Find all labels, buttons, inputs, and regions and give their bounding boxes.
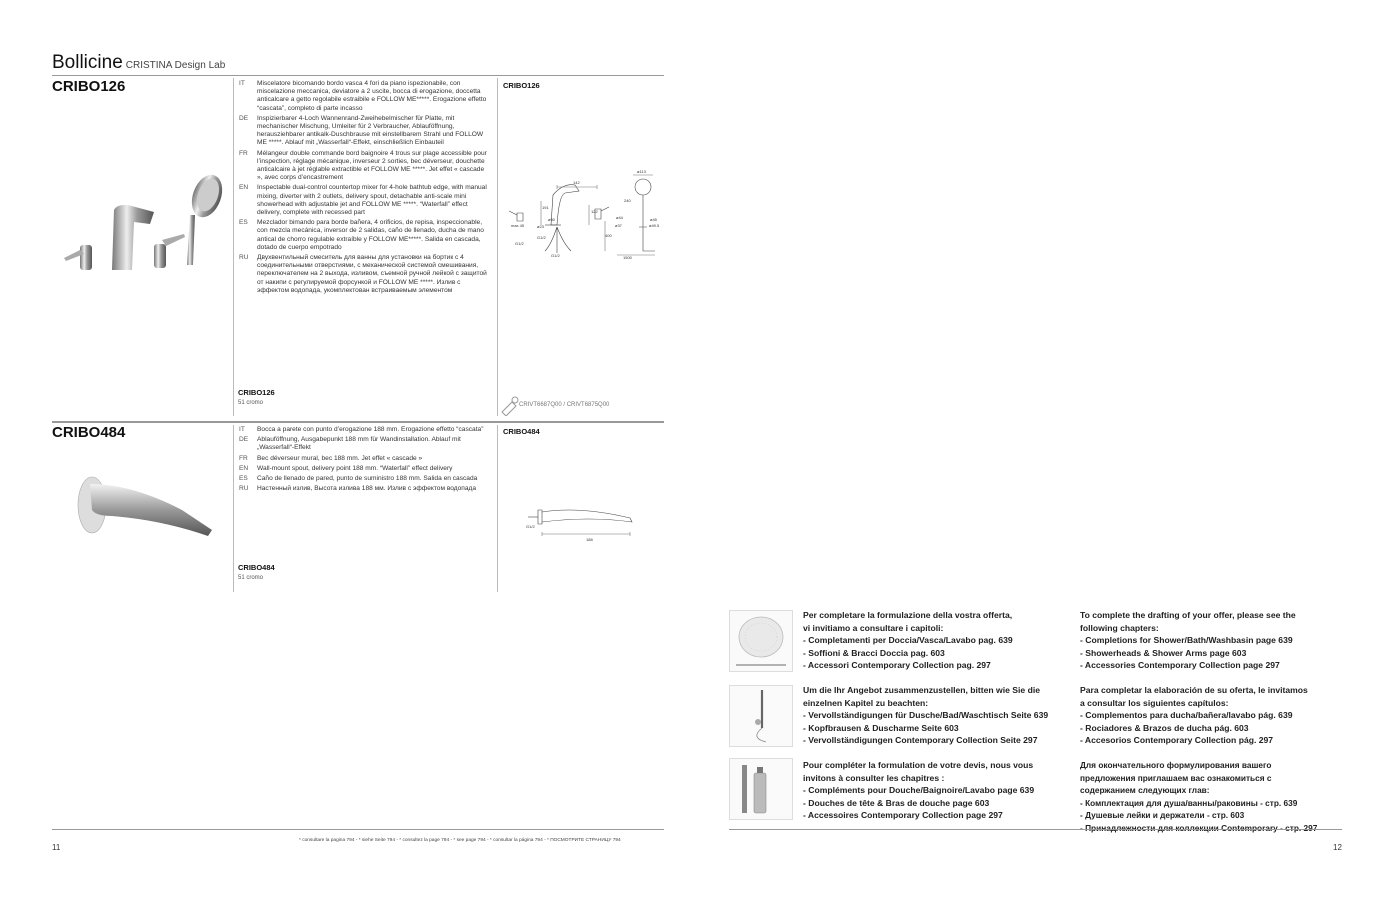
svg-text:ø45: ø45	[650, 217, 657, 222]
column-divider	[497, 425, 498, 592]
product-separator	[52, 421, 664, 423]
column-divider	[233, 78, 234, 416]
column-divider	[233, 425, 234, 592]
footnote: * consultare la pagina 794 - * siehe Seite 794 - * consultez la page 794 - * see page 794 - * consultar la página 794 - * ПОСМОТРИТЕ СТРАНИЦУ 794	[299, 838, 621, 843]
reference-note-es: Para completar la elaboración de su oferta, le invitamos a consultar los siguientes capítulos: - Complementos para ducha/bañera/lavabo pág. 639 - Rociadores & Brazos de ducha pág. 603 - Accesorios Contemporary Collection pág. 297	[1080, 685, 1308, 745]
description-row: RU Двухвентильный смеситель для ванны для установки на бортик с 4 соединительными отверстиями, с механической системой смешивания, переключателем на 2 выхода, изливом, съемной ручной лейкой с защитой от накипи с регулируемой форсункой и FOLLOW ME *****. Излив с эффектом водопада, укомплектован встраиваемым элементом	[239, 254, 487, 294]
thumbnail-showerhead	[729, 610, 793, 672]
svg-text:ø23: ø23	[537, 224, 544, 229]
thumbnail-soap-dispenser	[729, 758, 793, 820]
svg-text:400: 400	[605, 233, 612, 238]
soap-dispenser-icon	[730, 759, 792, 819]
page-number-right: 12	[1333, 843, 1342, 852]
reference-note-ru: Для окончательного формулирования вашего предложения приглашаем вас ознакомиться с содержанием следующих глав: - Комплектация для душа/ванны/раковины - стр. 639 - Душевые лейки и держатели - стр. 603 - Принадлежности для коллекции Contemporary - стр. 297	[1080, 760, 1318, 833]
svg-text:142: 142	[573, 180, 580, 185]
svg-text:max 45: max 45	[511, 223, 525, 228]
collection-name: Bollicine	[52, 52, 123, 73]
reference-note-de: Um die Ihr Angebot zusammenzustellen, bitten wie Sie die einzelnen Kapitel zu beachten: - Vervollständigungen für Dusche/Bad/Waschtisch Seite 639 - Kopfbrausen & Duscharme Seite 603 - Vervollständigungen Contemporary Collection Seite 297	[803, 685, 1049, 745]
finish-label: 51 cromo	[238, 575, 264, 581]
hand-shower-icon	[730, 686, 792, 746]
round-showerhead-icon	[730, 611, 792, 671]
drawing-code: CRIBO126	[503, 81, 540, 90]
svg-text:G1/2: G1/2	[515, 241, 524, 246]
technical-drawing-spout	[520, 500, 640, 545]
description-row: EN Inspectable dual-control countertop mixer for 4-hole bathtub edge, with manual mixing, diverter with 2 outlets, delivery spout, detachable anti-scale mini showerhead with adjustable jet and FOLLOW ME *****. “Waterfall” effect delivery, complete with recessed part	[239, 184, 487, 217]
finish-label: 51 cromo	[238, 400, 264, 406]
description-row: IT Bocca a parete con punto d’erogazione 188 mm. Erogazione effetto “cascata”	[239, 426, 484, 433]
designer-name: CRISTINA Design Lab	[125, 60, 226, 71]
thumbnail-hand-shower	[729, 685, 793, 747]
description-row: IT Miscelatore bicomando bordo vasca 4 fori da piano ispezionabile, con miscelazione meccanica, deviatore a 2 uscite, bocca di erogazione, doccetta anticalcare a getto regolabile estraibile e FOLLOW ME*****. Erogazione effetto “cascata”, completo di parte incasso	[239, 80, 487, 112]
technical-drawing-mixer	[505, 165, 665, 265]
svg-text:122: 122	[591, 209, 598, 214]
product-code: CRIBO484	[52, 424, 126, 441]
accessory-codes: CRIVT6687Q00 / CRIVT6875Q00	[519, 402, 610, 408]
accessory-icon	[500, 396, 520, 416]
product-code: CRIBO126	[52, 78, 126, 95]
svg-text:1500: 1500	[623, 255, 632, 260]
description-row: EN Wall-mount spout, delivery point 188 mm. “Waterfall” effect delivery	[239, 464, 453, 472]
product-photo-bath-mixer	[62, 170, 232, 280]
svg-text:191: 191	[542, 205, 549, 210]
footer-rule	[729, 829, 1342, 830]
variant-code: CRIBO484	[238, 563, 275, 572]
svg-text:G1/2: G1/2	[526, 524, 535, 529]
svg-text:ø49.5: ø49.5	[649, 223, 660, 228]
svg-text:188: 188	[586, 537, 593, 542]
variant-code: CRIBO126	[238, 388, 275, 397]
description-row: ES Caño de llenado de pared, punto de suministro 188 mm. Salida en cascada	[239, 475, 478, 483]
svg-text:ø44: ø44	[616, 215, 623, 220]
dimension-labels	[511, 169, 660, 260]
drawing-code: CRIBO484	[503, 427, 540, 436]
description-row: ES Mezclador bimando para borde bañera, 4 orificios, de repisa, inspeccionable, con mezcla mecánica, inversor de 2 salidas, caño de llenado, ducha de mano antical de chorro regulable extraíble y FOLLOW ME*****. Salida en cascada, dotado de cuerpo empotrado	[239, 219, 484, 251]
description-row: RU Настенный излив, Высота излива 188 мм. Излив с эффектом водопада	[239, 485, 477, 493]
page-number-left: 11	[52, 843, 61, 852]
product-descriptions	[239, 80, 491, 297]
reference-note-it: Per completare la formulazione della vostra offerta, vi invitiamo a consultare i capitoli: - Completamenti per Doccia/Vasca/Lavabo pag. 639 - Soffioni & Bracci Doccia pag. 603 - Accessori Contemporary Collection pag. 297	[803, 610, 1013, 670]
column-divider	[497, 78, 498, 416]
reference-note-en: To complete the drafting of your offer, please see the following chapters: - Completions for Shower/Bath/Washbasin page 639 - Showerheads & Shower Arms page 603 - Accessories Contemporary Collection page 297	[1080, 610, 1296, 670]
product-photo-wall-spout	[72, 470, 222, 545]
collection-title	[52, 52, 225, 74]
description-row: DE Inspizierbarer 4-Loch Wannenrand-Zweihebelmischer für Platte, mit mechanischer Mischung, Umleiter für 2 Verbraucher, Ablauföffnung, herausziehbarer antikalk-Duschbrause mit einstellbarem Strahl und FOLLOW ME *****. Ablauf mit „Wasserfall“-Effekt, einschließlich Einbauteil	[239, 114, 484, 147]
footer-rule	[52, 829, 664, 830]
svg-text:240: 240	[624, 198, 631, 203]
svg-text:G1/2: G1/2	[551, 253, 560, 258]
svg-text:ø37: ø37	[615, 223, 622, 228]
product-descriptions	[239, 426, 491, 495]
header-rule	[52, 75, 664, 76]
description-row: FR Mélangeur double commande bord baignoire 4 trous sur plage accessible pour l’inspection, réglage mécanique, inverseur 2 sorties, bec déverseur, douchette anticalcaire à jet réglable extractible et FOLLOW ME *****. Jet effet « cascade », avec corps d’encastrement	[239, 149, 487, 182]
description-row: FR Bec déverseur mural, bec 188 mm. Jet effet « cascade »	[239, 454, 423, 462]
svg-text:ø50: ø50	[548, 217, 555, 222]
reference-note-fr: Pour compléter la formulation de votre devis, nous vous invitons à consulter les chapitres : - Compléments pour Douche/Baignoire/Lavabo page 639 - Douches de tête & Bras de douche page 603 - Accessoires Contemporary Collection page 297	[803, 760, 1035, 820]
description-row: DE Ablauföffnung, Ausgabepunkt 188 mm für Wandinstallation. Ablauf mit „Wasserfall“-Effekt	[239, 436, 461, 452]
svg-text:G1/2: G1/2	[537, 235, 546, 240]
svg-text:ø113: ø113	[637, 169, 646, 174]
